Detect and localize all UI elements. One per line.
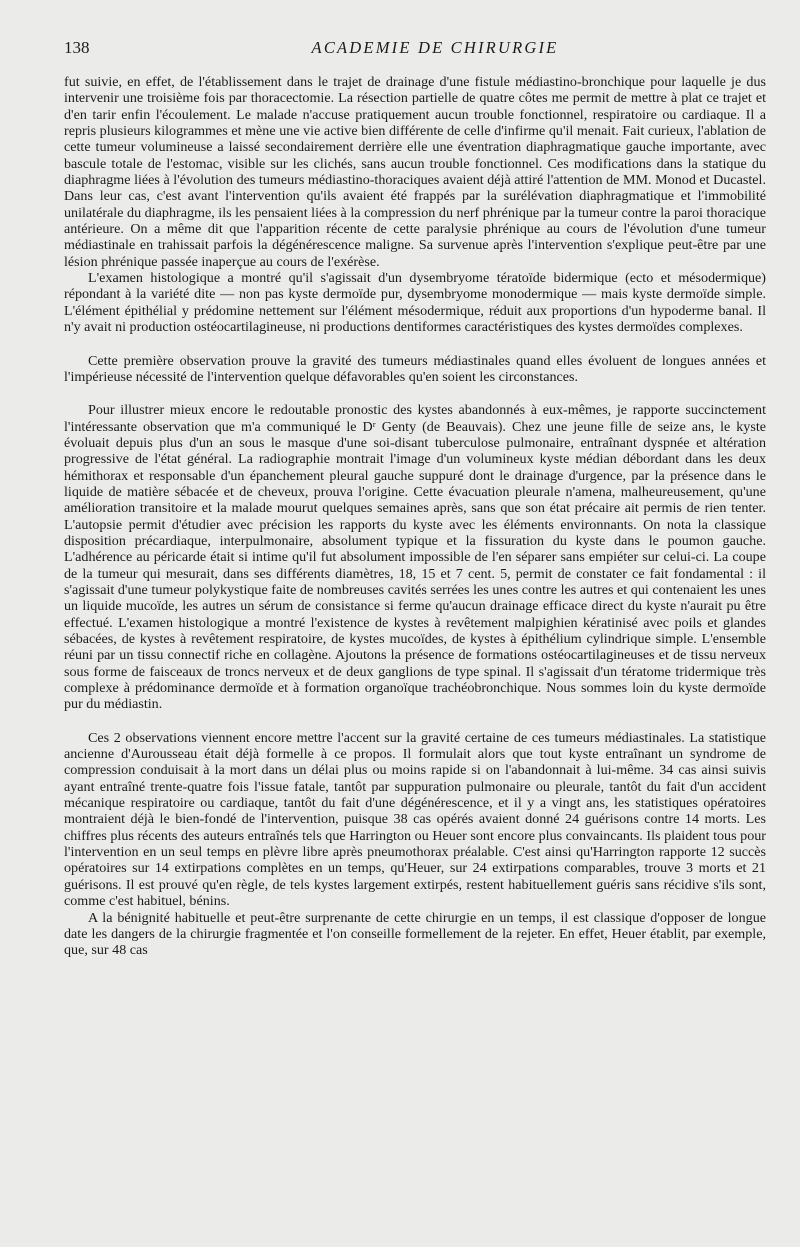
paragraph: fut suivie, en effet, de l'établissement dans le trajet de drainage d'une fistule médiastino-bronchique pour laquelle je dus intervenir une troisième fois par thoracectomie. La résection partielle de quatre côtes me permit de mettre à plat ce trajet et d'en tarir enfin l'écoulement. Le malade n'accuse pratiquement aucun trouble fonctionnel, respiratoire ou cardiaque. Il a repris plusieurs kilogrammes et mène une vie active bien différente de celle d'infirme qu'il menait. Fait curieux, l'ablation de cette tumeur volumineuse a laissé secondairement derrière elle une éventration diaphragmatique gauche importante, avec bascule totale de l'estomac, visible sur les clichés, sans aucun trouble fonctionnel. Ces modifications dans la statique du diaphragme liées à l'évolution des tumeurs médiastino-thoraciques avaient déjà attiré l'attention de MM. Monod et Ducastel. Dans leur cas, c'est avant l'intervention qu'ils avaient été frappés par la surélévation diaphragmatique et l'immobilité unilatérale du diaphragme, ils les pensaient liées à la compression du nerf phrénique par la tumeur contre la paroi thoracique antérieure. On a même dit que l'apparition récente de cette paralysie phrénique au cours de l'évolution d'une tumeur médiastinale en trahissait parfois la dégénérescence maligne. Sa survenue après l'intervention s'explique peut-être par une lésion phrénique passée inaperçue au cours de l'exérèse.: [64, 74, 766, 270]
paragraph: A la bénignité habituelle et peut-être surprenante de cette chirurgie en un temps, il est classique d'opposer de longue date les dangers de la chirurgie fragmentée et l'on conseille formellement de la rejeter. En effet, Heuer établit, par exemple, que, sur 48 cas: [64, 909, 766, 959]
paragraph: Ces 2 observations viennent encore mettre l'accent sur la gravité certaine de ces tumeurs médiastinales. La statistique ancienne d'Aurousseau était déjà formelle à ce propos. Il formulait alors que tout kyste entraînant un syndrome de compression conduisait à la mort dans un délai plus ou moins rapide si on l'abandonnait à lui-même. 34 cas ainsi suivis ayant entraîné trente-quatre fois l'issue fatale, tantôt par suppuration pulmonaire ou pleurale, tantôt du fait d'un accident mécanique respiratoire ou cardiaque, tantôt du fait d'une dégénérescence, et il y a vingt ans, les statistiques opératoires montraient déjà le bien-fondé de l'intervention, puisque 38 cas opérés avaient donné 24 guérisons contre 14 morts. Les chiffres plus récents des auteurs entraînés tels que Harrington ou Heuer sont encore plus convaincants. Ils plaident tous pour l'intervention en un seul temps en plèvre libre après pneumothorax préalable. C'est ainsi qu'Harrington rapporte 12 succès opératoires sur 14 extirpations complètes en un temps, qu'Heuer, sur 24 extirpations comparables, trouve 3 morts et 21 guérisons. Il est prouvé qu'en règle, de tels kystes largement extirpés, restent habituellement guéris sans récidive s'ils sont, comme c'est habituel, bénins.: [64, 729, 766, 910]
paragraph: Pour illustrer mieux encore le redoutable pronostic des kystes abandonnés à eux-mêmes, je rapporte succinctement l'intéressante observation que m'a communiqué le Dʳ Genty (de Beauvais). Chez une jeune fille de seize ans, le kyste évoluait depuis plus d'un an sous le masque d'une soi-disant tuberculose pulmonaire, entraînant dyspnée et altération progressive de l'état général. La radiographie montrait l'image d'un volumineux kyste médian débordant dans les deux hémithorax et responsable d'un épanchement pleural gauche suppuré dont le drainage d'urgence, par la présence dans le liquide de matière sébacée et de cheveux, prouva l'origine. Cette évacuation pleurale n'amena, malheureusement, qu'une amélioration transitoire et la malade mourut quelques semaines après, sans que son état précaire ait permis de rien tenter. L'autopsie permit d'étudier avec précision les rapports du kyste avec les éléments environnants. On nota la classique disposition précardiaque, interpulmonaire, absolument typique et la fissuration du kyste dans le poumon gauche. L'adhérence au péricarde était si intime qu'il fut absolument impossible de l'en séparer sans empiéter sur celui-ci. La coupe de la tumeur qui mesurait, dans ses différents diamètres, 18, 15 et 7 cent. 5, permit de constater ce fait fondamental : il s'agissait d'une tumeur polykystique faite de nombreuses cavités serrées les unes contre les autres et qui contenaient les unes un liquide mucoïde, les autres un sérum de consistance si ferme qu'aucun drainage efficace direct du kyste n'aurait pu être effectué. L'examen histologique a montré l'existence de kystes à revêtement malpighien kératinisé avec poils et glandes sébacées, de kystes à revêtement respiratoire, de kystes mucoïdes, de kystes à épithélium cylindrique simple. L'ensemble réuni par un tissu connectif riche en collagène. Ajoutons la présence de formations ostéocartilagineuses et de tissu nerveux sous forme de faisceaux de troncs nerveux et de deux ganglions de type spinal. Il s'agissait d'un tératome tridermique très complexe à prédominance dermoïde et à formation organoïque trachéobronchique. Nous sommes loin du kyste dermoïde pur du médiastin.: [64, 402, 766, 713]
paragraph: Cette première observation prouve la gravité des tumeurs médiastinales quand elles évoluent de longues années et l'impérieuse nécessité de l'intervention quelque défavorables qu'en soient les circonstances.: [64, 352, 766, 385]
page-header: [64, 38, 766, 60]
paragraph: L'examen histologique a montré qu'il s'agissait d'un dysembryome tératoïde bidermique (ecto et mésodermique) répondant à la variété dite — non pas kyste dermoïde pur, dysembryome monodermique — mais kyste dermoïde simple. L'élément épithélial y prédomine nettement sur l'élément mésodermique, réduit aux proportions d'un hypoderme banal. Il n'y avait ni production ostéocartilagineuse, ni productions dentiformes caractéristiques des kystes dermoïdes complexes.: [64, 270, 766, 336]
page-number: 138: [64, 38, 90, 57]
body-text: [64, 74, 766, 959]
running-title: ACADEMIE DE CHIRURGIE: [311, 38, 559, 57]
